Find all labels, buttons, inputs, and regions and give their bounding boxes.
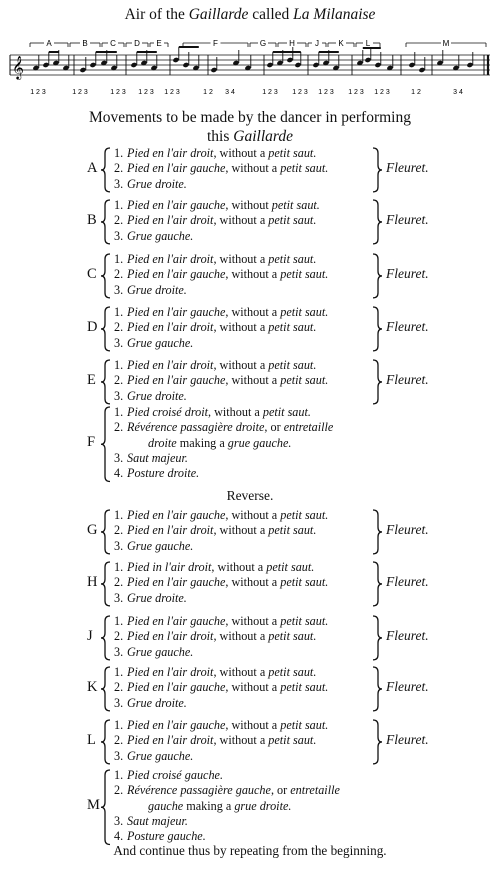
step-movement-extra: petit saut.	[268, 629, 317, 644]
step-text: , without a	[225, 373, 281, 388]
step-text: , without a	[208, 405, 263, 419]
step-movement-extra: petit saut.	[266, 560, 315, 574]
step-movement-extra: petit saut.	[268, 252, 317, 266]
step-number: 2.	[114, 373, 124, 388]
step-movement-extra: petit saut.	[268, 146, 317, 160]
staff-section-label: K	[338, 39, 344, 48]
step-text: , without a	[225, 305, 281, 319]
step-movement: Grue droite.	[127, 282, 187, 297]
step-line	[114, 373, 328, 388]
step-number: 3.	[114, 388, 124, 403]
step-number: 3.	[114, 538, 124, 553]
staff-section-label: M	[442, 39, 450, 48]
left-brace	[100, 199, 112, 245]
step-line	[114, 466, 333, 481]
step-text: , without a	[213, 358, 269, 372]
section-d	[0, 305, 500, 351]
step-number: 3.	[114, 282, 124, 297]
step-number: 1.	[114, 614, 124, 628]
step-line	[114, 508, 328, 523]
staff-count: 1 2 3	[348, 89, 364, 96]
step-movement: Grue gauche.	[127, 228, 194, 243]
step-line	[114, 523, 328, 538]
step-line	[114, 405, 333, 420]
step-movement-extra: petit saut.	[268, 358, 317, 372]
staff-count: 1 2	[411, 89, 421, 96]
step-line	[114, 305, 328, 320]
step-movement: Pied en l'air gauche	[127, 614, 226, 628]
right-brace	[371, 666, 383, 712]
step-number: 2.	[114, 161, 124, 176]
fleuret-label: Fleuret.	[386, 678, 429, 694]
step-movement: Grue droite.	[127, 176, 187, 191]
staff-count: 1 2 3	[374, 89, 390, 96]
step-line	[114, 629, 328, 644]
left-brace	[100, 306, 112, 352]
step-line	[114, 768, 340, 783]
staff-section-label: A	[46, 39, 52, 48]
step-movement: Grue droite.	[127, 590, 187, 605]
step-movement: Pied en l'air droit	[127, 252, 214, 266]
step-number: 3.	[114, 590, 124, 605]
step-movement: Pied en l'air droit	[127, 629, 214, 644]
step-movement-extra: petit saut.	[280, 508, 329, 522]
right-brace	[371, 719, 383, 765]
step-number: 2.	[114, 783, 124, 798]
step-text: making a	[176, 435, 228, 450]
step-line	[114, 283, 328, 298]
step-movement-extra: petit saut.	[268, 733, 317, 748]
step-movement: Pied en l'air gauche	[127, 718, 226, 732]
step-line	[114, 614, 328, 629]
staff-section-label: C	[110, 39, 116, 48]
step-number: 3.	[114, 748, 124, 763]
fleuret-label: Fleuret.	[386, 371, 429, 387]
step-movement: Pied en l'air droit	[127, 213, 214, 228]
section-letter: B	[87, 211, 97, 228]
step-line	[114, 560, 328, 575]
step-number: 2.	[114, 733, 124, 748]
section-l	[0, 718, 500, 764]
section-letter: M	[87, 797, 100, 814]
step-movement: Pied croisé droit	[127, 405, 209, 419]
step-movement-extra: petit saut.	[280, 267, 329, 282]
fleuret-label: Fleuret.	[386, 318, 429, 334]
step-line	[114, 420, 333, 435]
page-title: Air of the Gaillarde called La Milanaise	[124, 6, 376, 23]
step-number: 1.	[114, 718, 124, 732]
closing-note: And continue thus by repeating from the beginning.	[113, 843, 387, 858]
left-brace	[100, 147, 112, 193]
right-brace	[371, 253, 383, 299]
step-line	[114, 799, 340, 814]
step-line	[114, 665, 328, 680]
step-number: 2.	[114, 420, 124, 435]
step-number: 2.	[114, 575, 124, 590]
step-movement: Pied en l'air gauche	[127, 305, 226, 319]
step-number: 3.	[114, 450, 124, 465]
step-line	[114, 146, 328, 161]
step-number: 1.	[114, 252, 124, 266]
step-number: 3.	[114, 335, 124, 350]
step-number: 4.	[114, 466, 124, 481]
step-movement: Pied en l'air gauche	[127, 267, 226, 282]
step-text: , without a	[225, 508, 281, 522]
step-line	[114, 213, 320, 228]
staff-section-label: E	[156, 39, 162, 48]
section-c	[0, 252, 500, 298]
step-text: , without a	[213, 733, 269, 748]
step-number: 3.	[114, 695, 124, 710]
step-number: 1.	[114, 768, 124, 782]
step-line	[114, 336, 328, 351]
step-number: 2.	[114, 523, 124, 538]
fleuret-label: Fleuret.	[386, 159, 429, 175]
step-movement-extra: entretaille	[290, 783, 340, 798]
step-movement: Pied en l'air droit	[127, 523, 214, 538]
step-movement: Pied en l'air gauche	[127, 373, 226, 388]
step-line	[114, 177, 328, 192]
fleuret-label: Fleuret.	[386, 573, 429, 589]
step-number: 3.	[114, 176, 124, 191]
fleuret-label: Fleuret.	[386, 211, 429, 227]
step-line	[114, 161, 328, 176]
step-movement-extra: petit saut.	[280, 614, 329, 628]
step-movement: Posture droite.	[127, 466, 200, 481]
step-number: 1.	[114, 305, 124, 319]
section-letter: J	[87, 627, 93, 644]
step-text: , or	[270, 783, 291, 798]
step-movement: Pied en l'air droit	[127, 665, 214, 679]
step-line	[114, 451, 333, 466]
step-text: , without a	[225, 267, 281, 282]
step-movement-extra: petit saut.	[280, 161, 329, 176]
step-movement: Grue gauche.	[127, 538, 194, 553]
staff-section-label: D	[134, 39, 140, 48]
step-text: , without a	[213, 665, 269, 679]
step-text: , without a	[225, 161, 281, 176]
step-movement: Pied en l'air gauche	[127, 161, 226, 176]
staff-section-label: G	[259, 39, 267, 48]
step-movement: Pied en l'air droit	[127, 733, 214, 748]
step-movement: Pied en l'air droit	[127, 320, 214, 335]
staff-count: 1 2 3	[318, 89, 334, 96]
step-number: 1.	[114, 560, 124, 574]
section-b	[0, 198, 500, 244]
step-movement: Saut majeur.	[127, 450, 188, 465]
step-number: 3.	[114, 228, 124, 243]
section-letter: K	[87, 678, 98, 695]
step-movement-extra: grue droite.	[234, 798, 292, 813]
step-movement: Saut majeur.	[127, 813, 188, 828]
step-number: 1.	[114, 508, 124, 522]
section-letter: H	[87, 573, 98, 590]
section-h	[0, 560, 500, 606]
step-movement-extra: petit saut.	[280, 718, 329, 732]
step-line	[114, 749, 328, 764]
step-text: , without a	[225, 575, 281, 590]
fleuret-label: Fleuret.	[386, 521, 429, 537]
step-number: 2.	[114, 213, 124, 228]
step-movement: Pied en l'air droit	[127, 146, 214, 160]
step-text: , without a	[211, 560, 267, 574]
step-movement-extra: petit saut.	[268, 665, 317, 679]
right-brace	[371, 199, 383, 245]
fleuret-label: Fleuret.	[386, 731, 429, 747]
section-m	[0, 768, 500, 845]
section-letter: D	[87, 318, 98, 335]
step-line	[114, 252, 328, 267]
left-brace	[100, 666, 112, 712]
step-number: 1.	[114, 405, 124, 419]
step-text: , without a	[225, 680, 281, 695]
step-number: 4.	[114, 829, 124, 844]
step-movement: Grue gauche.	[127, 335, 194, 350]
step-text: , without a	[213, 629, 269, 644]
step-movement: droite	[148, 435, 177, 450]
step-number: 3.	[114, 644, 124, 659]
right-brace	[371, 359, 383, 405]
staff-count: 1 2 3	[138, 89, 154, 96]
step-movement: Pied en l'air gauche	[127, 508, 226, 522]
step-movement-extra: grue gauche.	[227, 435, 292, 450]
staff-count: 1 2 3	[164, 89, 180, 96]
step-line	[114, 591, 328, 606]
left-brace	[100, 406, 112, 483]
right-brace	[371, 509, 383, 555]
movements-heading: Movements to be made by the dancer in performing this Gaillarde	[89, 109, 411, 145]
staff-count: 1 2 3	[110, 89, 126, 96]
left-brace	[100, 561, 112, 607]
step-movement-extra: petit saut.	[280, 305, 329, 319]
step-movement: Grue gauche.	[127, 644, 194, 659]
step-number: 1.	[114, 358, 124, 372]
right-brace	[371, 147, 383, 193]
step-text: , or	[264, 420, 284, 435]
left-brace	[100, 719, 112, 765]
step-number: 2.	[114, 267, 124, 282]
step-line	[114, 320, 328, 335]
staff-section-label: B	[82, 39, 88, 48]
step-movement-extra: petit saut.	[268, 320, 317, 335]
step-text: , without a	[213, 523, 269, 538]
section-e	[0, 358, 500, 404]
step-movement: Posture gauche.	[127, 829, 206, 844]
reverse-heading: Reverse.	[226, 488, 274, 503]
step-number: 2.	[114, 629, 124, 644]
step-movement-extra: petit saut.	[280, 680, 329, 695]
step-movement: Pied en l'air gauche	[127, 575, 226, 590]
step-line	[114, 718, 328, 733]
step-movement: Grue droite.	[127, 388, 187, 403]
staff-count: 3 4	[453, 89, 463, 96]
section-f	[0, 405, 500, 482]
staff-count: 1 2 3	[292, 89, 308, 96]
step-text: , without	[225, 198, 272, 212]
step-line	[114, 267, 328, 282]
step-line	[114, 358, 328, 373]
step-movement: Grue gauche.	[127, 748, 194, 763]
fleuret-label: Fleuret.	[386, 627, 429, 643]
step-line	[114, 436, 333, 451]
left-brace	[100, 615, 112, 661]
step-text: , without a	[213, 252, 269, 266]
left-brace	[100, 359, 112, 405]
section-letter: E	[87, 371, 96, 388]
step-movement-extra: entretaille	[283, 420, 334, 435]
staff-count: 1 2 3	[30, 89, 46, 96]
step-movement-extra: petit saut.	[280, 373, 329, 388]
step-line	[114, 696, 328, 711]
staff-section-label: L	[365, 39, 371, 48]
step-movement: Révérence passagière droite	[127, 420, 265, 435]
step-number: 3.	[114, 813, 124, 828]
right-brace	[371, 561, 383, 607]
step-text: , without a	[213, 146, 269, 160]
section-letter: A	[87, 159, 98, 176]
staff-count: 1 2 3	[262, 89, 278, 96]
step-line	[114, 733, 328, 748]
step-number: 1.	[114, 146, 124, 160]
staff-section-label: F	[213, 39, 218, 48]
step-text: , without a	[225, 718, 281, 732]
step-movement: Pied en l'air gauche	[127, 198, 226, 212]
step-movement: Révérence passagière gauche	[127, 783, 271, 798]
step-movement: gauche	[148, 798, 184, 813]
step-text: , without a	[213, 320, 269, 335]
section-letter: C	[87, 265, 97, 282]
step-movement-extra: petit saut.	[271, 198, 320, 212]
step-movement: Pied croisé gauche.	[127, 768, 223, 782]
step-line	[114, 645, 328, 660]
step-line	[114, 814, 340, 829]
clef-icon: 𝄞	[12, 55, 24, 79]
step-line	[114, 539, 328, 554]
section-j	[0, 614, 500, 660]
step-movement-extra: petit saut.	[262, 405, 311, 419]
right-brace	[371, 615, 383, 661]
step-line	[114, 783, 340, 798]
step-text: , without a	[225, 614, 281, 628]
staff-section-label: J	[315, 39, 319, 48]
step-line	[114, 229, 320, 244]
step-movement: Pied in l'air droit	[127, 560, 212, 574]
section-a	[0, 146, 500, 192]
step-line	[114, 680, 328, 695]
section-k	[0, 665, 500, 711]
step-number: 1.	[114, 665, 124, 679]
step-line	[114, 575, 328, 590]
section-letter: G	[87, 521, 98, 538]
staff-count: 3 4	[225, 89, 235, 96]
section-letter: L	[87, 731, 96, 748]
staff-section-label: H	[289, 39, 295, 48]
left-brace	[100, 769, 112, 846]
left-brace	[100, 253, 112, 299]
step-movement-extra: petit saut.	[268, 213, 317, 228]
section-letter: F	[87, 434, 96, 451]
fleuret-label: Fleuret.	[386, 265, 429, 281]
staff-count: 1 2	[203, 89, 213, 96]
step-line	[114, 389, 328, 404]
step-movement-extra: petit saut.	[268, 523, 317, 538]
step-text: making a	[183, 798, 235, 813]
step-movement-extra: petit saut.	[280, 575, 329, 590]
step-movement: Pied en l'air droit	[127, 358, 214, 372]
staff-count: 1 2 3	[72, 89, 88, 96]
right-brace	[371, 306, 383, 352]
section-g	[0, 508, 500, 554]
step-number: 2.	[114, 680, 124, 695]
music-staff	[8, 38, 492, 98]
step-number: 1.	[114, 198, 124, 212]
left-brace	[100, 509, 112, 555]
step-text: , without a	[213, 213, 269, 228]
step-movement: Pied en l'air gauche	[127, 680, 226, 695]
step-line	[114, 198, 320, 213]
step-number: 2.	[114, 320, 124, 335]
step-movement: Grue droite.	[127, 695, 187, 710]
